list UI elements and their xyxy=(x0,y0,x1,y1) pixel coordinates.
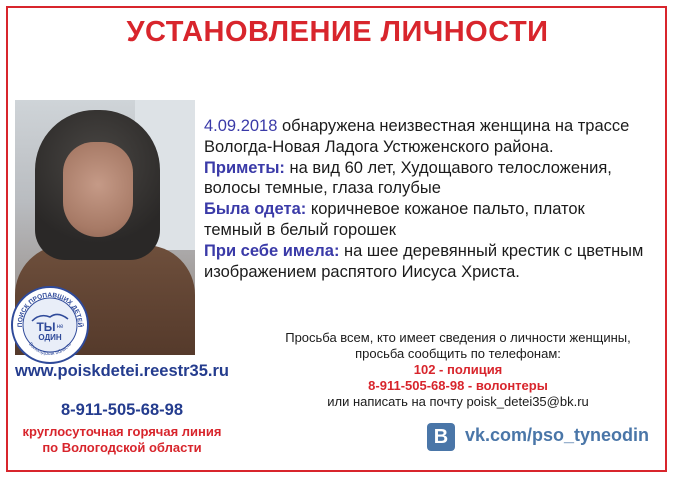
email-line[interactable]: или написать на почту poisk_detei35@bk.ru xyxy=(327,394,589,409)
photo-face xyxy=(63,142,133,237)
case-description xyxy=(204,116,664,282)
info-line-4 xyxy=(204,178,664,199)
info-line-7 xyxy=(204,241,664,262)
right-contacts xyxy=(262,330,654,410)
belongings-label: При себе имела: xyxy=(204,241,340,260)
info-text: коричневое кожаное пальто, платок xyxy=(306,200,585,219)
logo-region-text: Вологодская область xyxy=(27,341,73,358)
info-text: волосы темные, глаза голубые xyxy=(204,179,441,198)
info-text: изображением распятого Иисуса Христа. xyxy=(204,262,520,281)
info-line-2 xyxy=(204,137,664,158)
vk-icon: B xyxy=(427,423,455,451)
vk-url[interactable]: vk.com/pso_tyneodin xyxy=(465,425,650,445)
police-phone[interactable]: 102 - полиция xyxy=(413,362,503,377)
hotline-caption-line: по Вологодской области xyxy=(42,440,202,455)
info-text: темный в белый горошек xyxy=(204,220,397,239)
hotline-phone[interactable]: 8-911-505-68-98 xyxy=(60,401,183,419)
info-line-3 xyxy=(204,158,664,179)
logo-arc-text: ПОИСК ПРОПАВШИХ ДЕТЕЙ xyxy=(16,291,84,328)
hotline-caption xyxy=(0,424,244,456)
logo-name-small: не xyxy=(56,324,64,330)
logo-name-top: ТЫ xyxy=(36,320,56,334)
request-line: Просьба всем, кто имеет сведения о личности женщины, xyxy=(285,330,631,345)
found-date: 4.09.2018 xyxy=(204,117,278,135)
info-text: на шее деревянный крестик с цветным xyxy=(339,241,644,260)
clothing-label: Была одета: xyxy=(204,200,307,219)
organization-logo xyxy=(10,285,90,365)
features-label: Приметы: xyxy=(204,158,285,177)
website-link[interactable]: www.poiskdetei.reestr35.ru xyxy=(15,362,229,380)
request-line: просьба сообщить по телефонам: xyxy=(355,346,561,361)
page-title: УСТАНОВЛЕНИЕ ЛИЧНОСТИ xyxy=(126,16,549,48)
info-line-6 xyxy=(204,220,664,241)
volunteers-phone[interactable]: 8-911-505-68-98 - волонтеры xyxy=(368,378,548,393)
info-text: обнаружена неизвестная женщина на трассе xyxy=(277,117,630,135)
hotline-caption-line: круглосуточная горячая линия xyxy=(22,424,222,439)
info-text: на вид 60 лет, Худощавого телосложения, xyxy=(284,158,612,177)
info-line-8 xyxy=(204,262,664,283)
info-line-1 xyxy=(204,116,664,137)
info-text: Вологда-Новая Ладога Устюженского района. xyxy=(204,137,554,156)
logo-name-bottom: ОДИН xyxy=(38,333,62,342)
left-contacts xyxy=(0,362,244,456)
info-line-5 xyxy=(204,199,664,220)
